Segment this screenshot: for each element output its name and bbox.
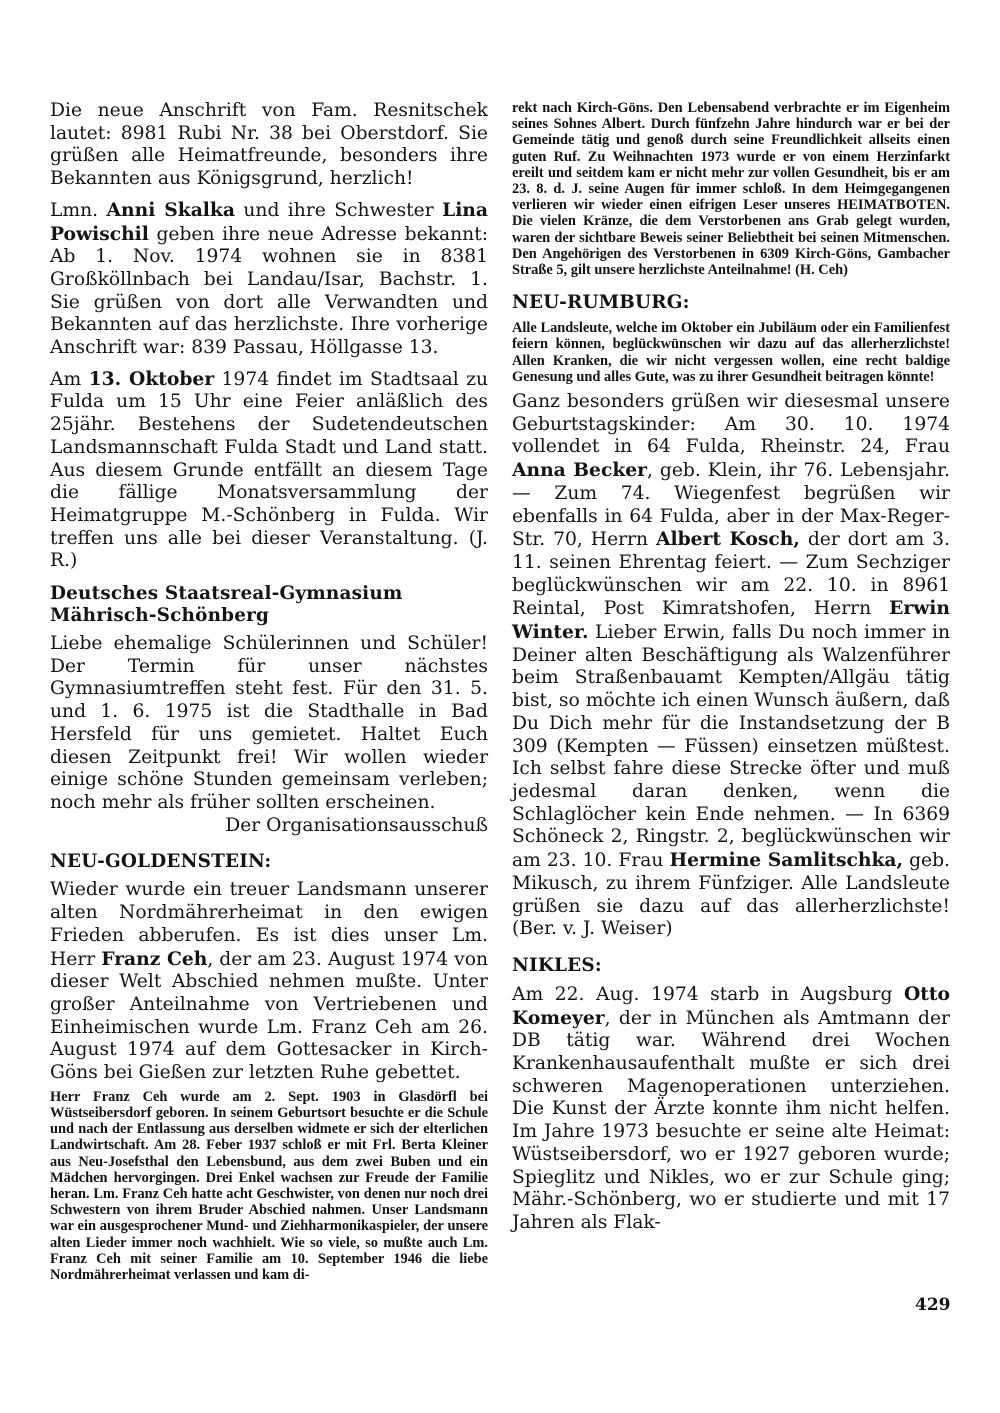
notice-gymnasiumtreffen: Liebe ehemalige Schülerinnen und Schüler! Der Termin für unser nächstes Gymnasiumtreffen steht fest. Für den 31. 5. und 1. 6. 1975 ist die Stadthalle in Bad Hersfeld für uns gemietet. Haltet Euch diesen Zeitpunkt frei! Wir wollen wieder einige schöne Stunden gemeinsam verleben; noch mehr als früher sollten erscheinen.	[50, 633, 488, 813]
heading-gymnasium: Deutsches Staatsreal-Gymnasium Mährisch-Schönberg	[50, 583, 403, 627]
notice-skalka-powischil: Lmn. Anni Skalka und ihre Schwester Lina Powischil geben ihre neue Adresse bekannt: Ab 1. Nov. 1974 wohnen sie in 8381 Großköllnbach bei Landau/Isar, Bachstr. 1. Sie grüßen von dort alle Verwandten und Bekannten auf das herzlichste. Ihre vorherige Anschrift war: 839 Passau, Höllgasse 13.	[50, 198, 488, 359]
notice-resnitschek: Die neue Anschrift von Fam. Resnitschek lautet: 8981 Rubi Nr. 38 bei Oberstdorf. Sie grüßen alle Heimatfreunde, besonders ihre Bekannten aus Königsgrund, herzlich!	[50, 100, 488, 190]
obituary-franz-ceh-details: Herr Franz Ceh wurde am 2. Sept. 1903 in Glasdörfl bei Wüstseibersdorf geboren. In seinem Geburtsort besuchte er die Schule und nach der Entlassung aus derselben widmete er sich der elterlichen Landwirtschaft. Am 28. Feber 1937 schloß er mit Frl. Berta Kleiner aus Neu-Josefsthal den Lebensbund, aus dem zwei Buben und ein Mädchen hervorgingen. Drei Enkel wachsen zur Freude der Familie heran. Lm. Franz Ceh hatte acht Geschwister, von denen nur noch drei Schwestern von ihrem Bruder Abschied nahmen. Unser Landsmann war ein ausgesprochener Mund- und Ziehharmonikaspieler, der unsere alten Lieder immer noch wachhielt. Wie so viele, so mußte auch Lm. Franz Ceh mit seiner Familie am 10. September 1946 die liebe Nordmährerheimat verlassen und kam di-	[50, 1088, 488, 1283]
heading-neu-goldenstein: NEU-GOLDENSTEIN:	[50, 851, 272, 873]
name-anna-becker: Anna Becker	[512, 459, 648, 482]
obituary-franz-ceh: Wieder wurde ein treuer Landsmann unserer alten Nordmährerheimat in den ewigen Frieden abberufen. Es ist dies unser Lm. Herr Franz Ceh, der am 23. August 1974 von dieser Welt Abschied nehmen mußte. Unter großer Anteilnahme von Vertriebenen und Einheimischen wurde Lm. Franz Ceh am 26. August 1974 auf dem Gottesacker in Kirch-Göns bei Gießen zur letzten Ruhe gebettet.	[50, 879, 488, 1084]
name-franz-ceh: Franz Ceh	[101, 947, 208, 970]
signature-organisationsausschuss: Der Organisationsausschuß	[225, 814, 488, 836]
right-column	[512, 100, 950, 1243]
heading-neu-rumburg: NEU-RUMBURG:	[512, 292, 690, 314]
obituary-otto-komeyer: Am 22. Aug. 1974 starb in Augsburg Otto Komeyer, der in München als Amtmann der DB tätig war. Während drei Wochen Krankenhausaufenthalt mußte er sich drei schweren Magenoperationen unterziehen. Die Kunst der Ärzte konnte ihm nicht helfen. Im Jahre 1973 besuchte er seine alte Heimat: Wüstseibersdorf, wo er 1927 geboren wurde; Spieglitz und Nikles, wo er zur Schule ging; Mähr.-Schönberg, wo er studierte und mit 17 Jahren als Flak-	[512, 982, 950, 1233]
page-number: 429	[915, 1295, 951, 1315]
heading-nikles: NIKLES:	[512, 954, 602, 976]
notice-neu-rumburg-greeting: Alle Landsleute, welche im Oktober ein Jubiläum oder ein Familienfest feiern können, beglückwünschen wir dazu auf das allerherzlichste! Allen Kranken, die wir nicht vergessen wollen, eine recht baldige Genesung und alles Gute, was zu ihrer Gesundheit beitragen könnte!	[512, 320, 950, 385]
name-lina-powischil: Lina Powischil	[50, 198, 488, 245]
name-otto-komeyer: Otto Komeyer	[512, 982, 950, 1029]
name-anni-skalka: Anni Skalka	[106, 198, 235, 221]
left-column	[50, 100, 488, 1289]
notice-fulda-feier: Am 13. Oktober 1974 findet im Stadtsaal zu Fulda um 15 Uhr eine Feier anläßlich des 25jähr. Bestehens der Sudetendeutschen Landsmannschaft Fulda Stadt und Land statt. Aus diesem Grunde entfällt an diesem Tage die fällige Monatsversammlung der Heimatgruppe M.-Schönberg in Fulda. Wir treffen uns alle bei dieser Veranstaltung. (J. R.)	[50, 367, 488, 572]
obituary-franz-ceh-continued: rekt nach Kirch-Göns. Den Lebensabend verbrachte er im Eigenheim seines Sohnes Albert. Durch fünfzehn Jahre hindurch war er bei der Gemeinde tätig und genoß durch seine Freundlichkeit allseits einen guten Ruf. Zu Weihnachten 1973 wurde er von einem Herzinfarkt ereilt und seitdem kam er nicht mehr zur vollen Gesundheit, bis er am 23. 8. d. J. seine Augen für immer schloß. In dem Heimgegangenen verlieren wir wieder einen eifrigen Leser unseres HEIMATBOTEN. Die vielen Kränze, die dem Verstorbenen ans Grab gelegt wurden, waren der sichtbare Beweis seiner Beliebtheit bei seinen Mitmenschen. Den Angehörigen des Verstorbenen in 6309 Kirch-Göns, Gambacher Straße 5, gilt unsere herzlichste Anteilnahme! (H. Ceh)	[512, 100, 950, 279]
name-erwin-winter: Erwin Winter.	[512, 597, 950, 644]
name-albert-kosch: Albert Kosch,	[656, 528, 800, 551]
name-hermine-samlitschka: Hermine Samlitschka,	[669, 849, 904, 872]
notice-geburtstagskinder: Ganz besonders grüßen wir diesesmal unsere Geburtstagskinder: Am 30. 10. 1974 vollendet in 64 Fulda, Rheinstr. 24, Frau Anna Becker, geb. Klein, ihr 76. Lebensjahr. — Zum 74. Wiegenfest begrüßen wir ebenfalls in 64 Fulda, aber in der Max-Reger-Str. 70, Herrn Albert Kosch, der dort am 3. 11. seinen Ehrentag feiert. — Zum Sechziger beglückwünschen wir am 22. 10. in 8961 Reintal, Post Kimratshofen, Herrn Erwin Winter. Lieber Erwin, falls Du noch immer in Deiner alten Beschäftigung als Walzenführer beim Straßenbauamt Kempten/Allgäu tätig bist, so möchte ich einen Wunsch äußern, daß Du Dich mehr für die Instandsetzung der B 309 (Kempten — Füssen) einsetzen müßtest. Ich selbst fahre diese Strecke öfter und muß jedesmal daran denken, wenn die Schlaglöcher kein Ende nehmen. — In 6369 Schöneck 2, Ringstr. 2, beglückwünschen wir am 23. 10. Frau Hermine Samlitschka, geb. Mikusch, zu ihrem Fünfziger. Alle Landsleute grüßen sie dazu auf das allerherzlichste! (Ber. v. J. Weiser)	[512, 391, 951, 940]
date-13-oktober: 13. Oktober	[88, 367, 215, 390]
